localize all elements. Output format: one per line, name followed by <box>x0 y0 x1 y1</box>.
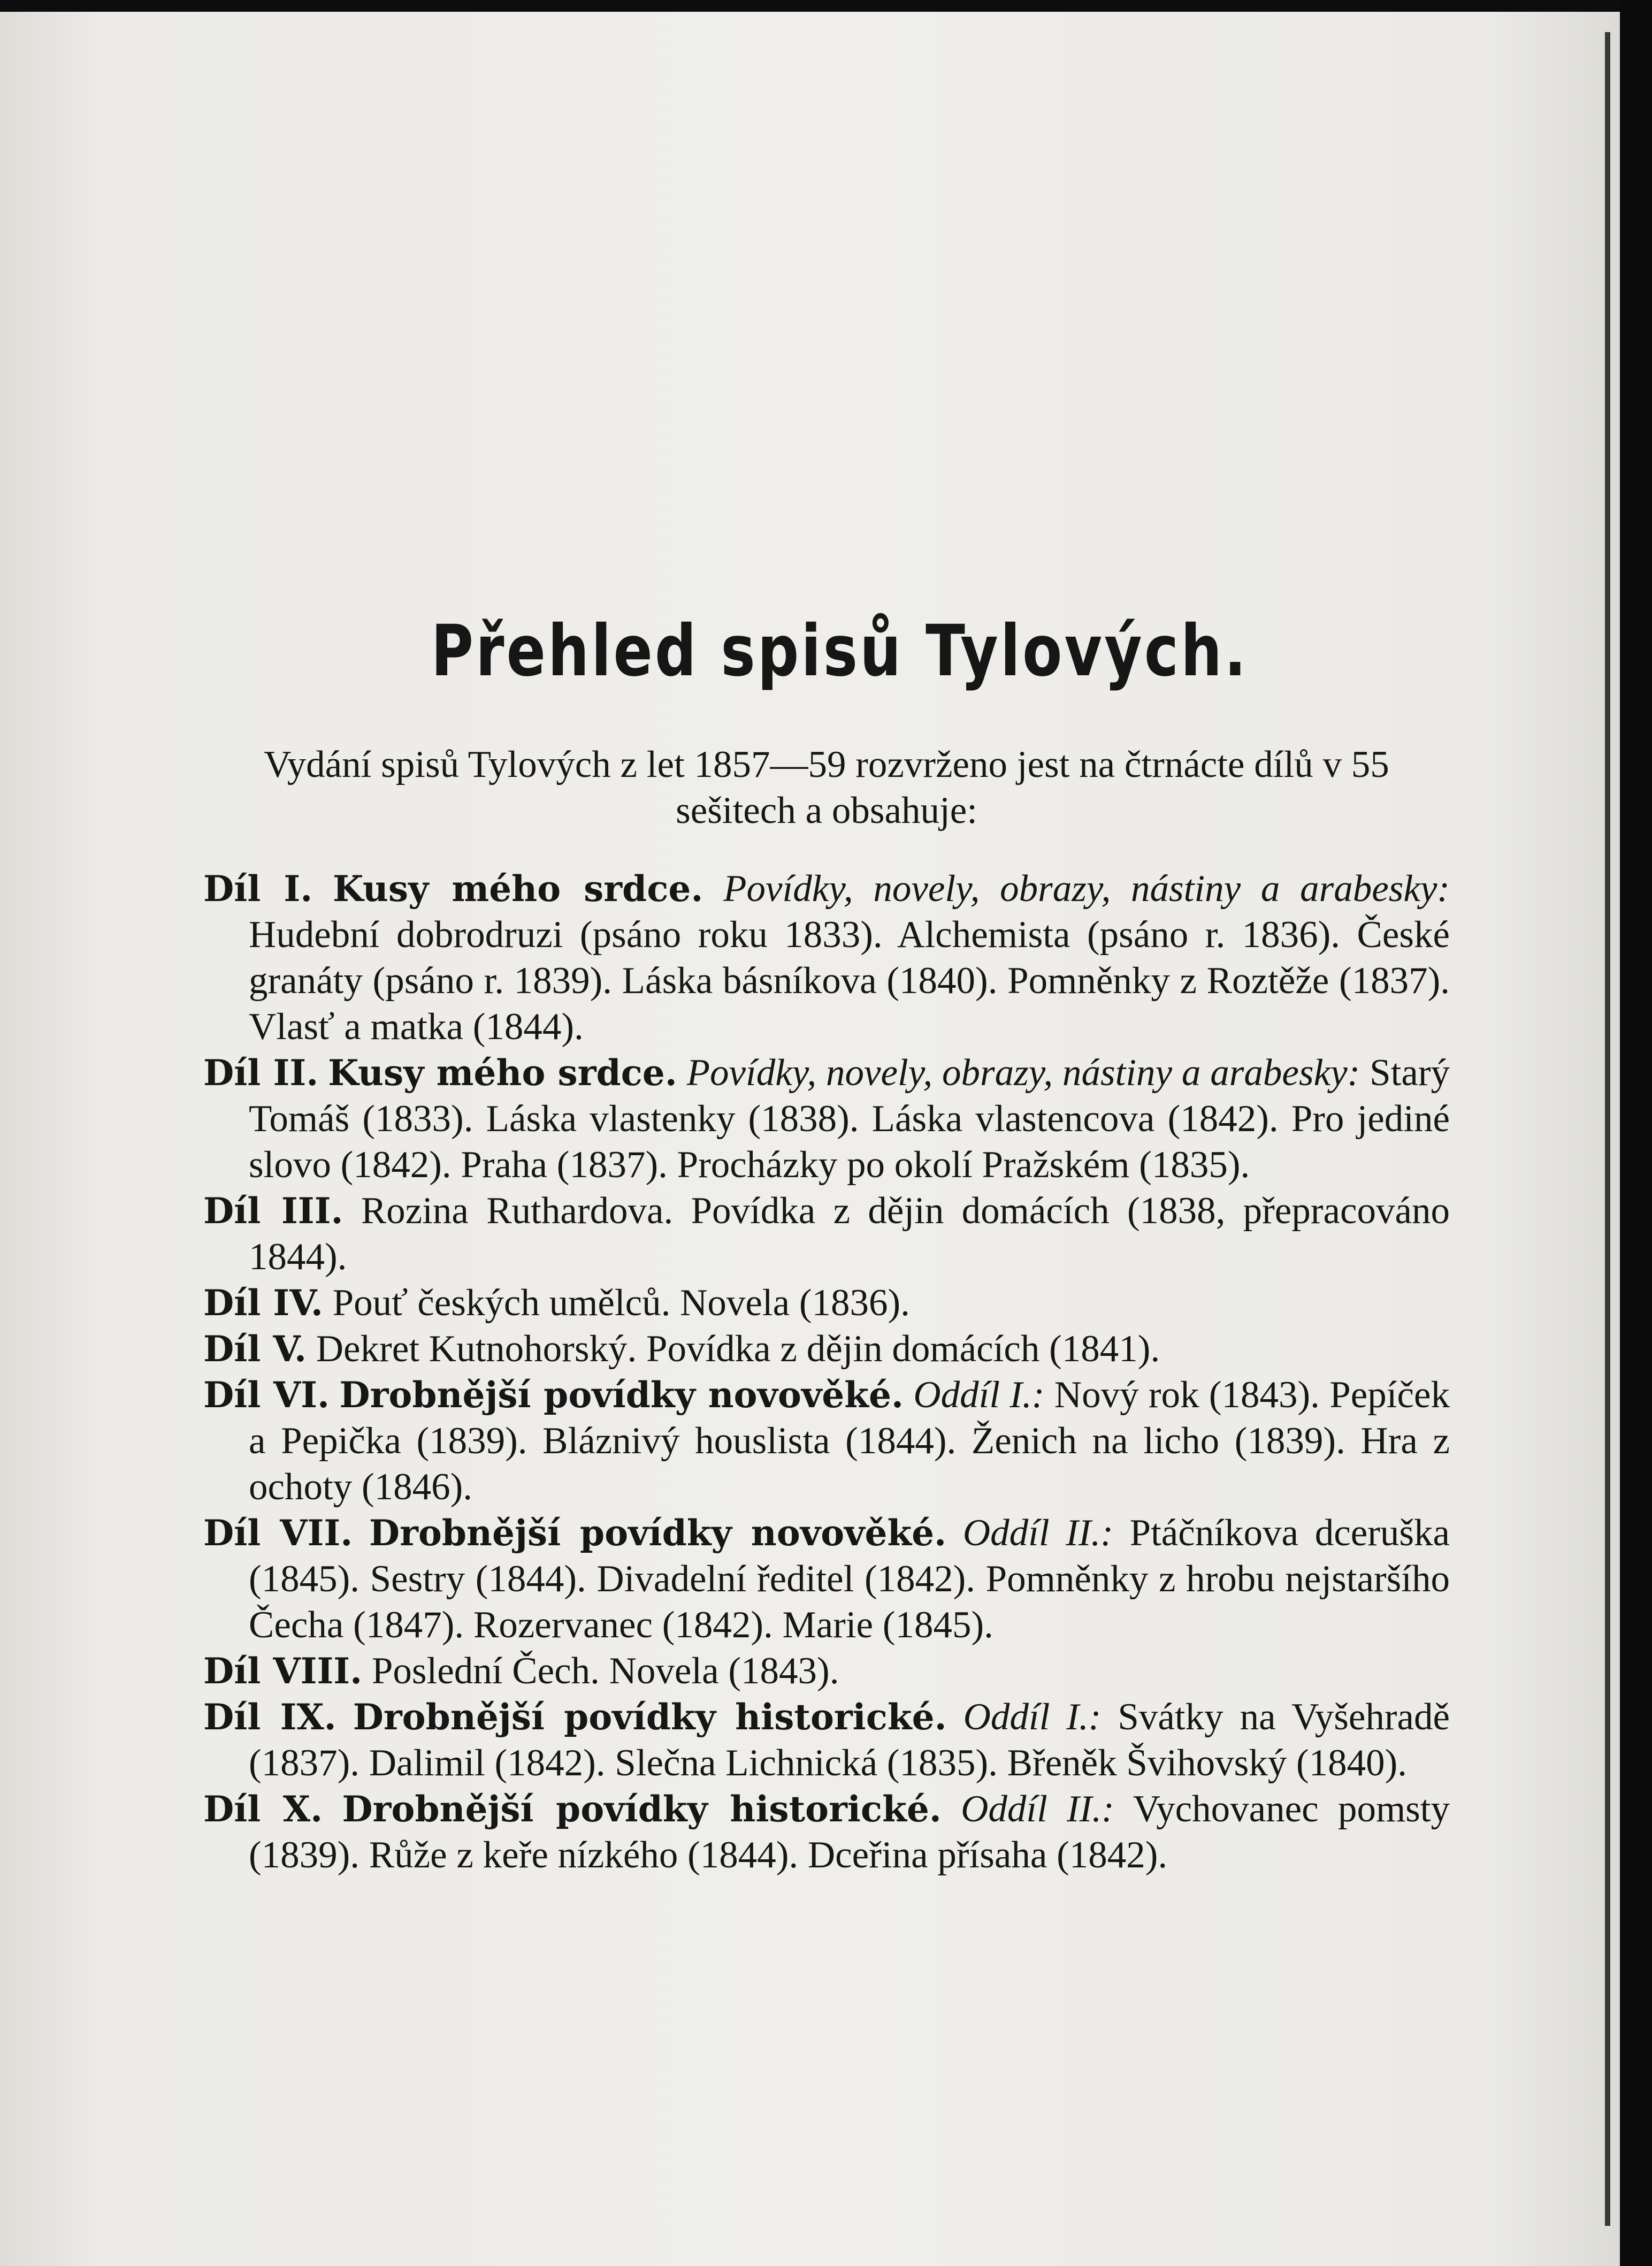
volume-section: Oddíl I.: <box>913 1374 1045 1416</box>
scan-edge-right <box>1620 0 1652 2266</box>
volume-entry <box>203 1280 1450 1326</box>
volume-number: Díl X. <box>203 1788 323 1830</box>
scan-edge-top <box>0 0 1652 12</box>
volume-heading: Drobnější povídky historické. <box>342 1788 942 1830</box>
volume-section: Oddíl II.: <box>962 1512 1113 1554</box>
volume-number: Díl VII. <box>203 1512 353 1554</box>
volume-heading: Kusy mého srdce. <box>332 868 703 910</box>
volume-entry <box>203 1694 1450 1786</box>
volume-contents: Rozina Ruthardova. Povídka z dějin domácích (1838, přepracováno 1844). <box>249 1190 1450 1278</box>
volume-entry <box>203 1648 1450 1694</box>
volume-contents: Nový rok (1843). Pepíček a Pepička (1839). Bláznivý houslista (1844). Ženich na licho (1839). Hra z ochoty (1846). <box>249 1374 1450 1508</box>
volume-section: Povídky, novely, obrazy, nástiny a arabesky: <box>723 868 1450 910</box>
volume-section: Oddíl I.: <box>963 1696 1102 1738</box>
volume-contents: Vychovanec pomsty (1839). Růže z keře nízkého (1844). Dceřina přísaha (1842). <box>249 1788 1450 1876</box>
volume-section: Oddíl II.: <box>961 1788 1114 1830</box>
volume-entry <box>203 1188 1450 1280</box>
volume-contents: Starý Tomáš (1833). Láska vlastenky (1838). Láska vlastencova (1842). Pro jediné slovo (1842). Praha (1837). Procházky po okolí Pražském (1835). <box>249 1052 1450 1186</box>
volume-number: Díl IV. <box>203 1282 323 1324</box>
volume-entry <box>203 1786 1450 1878</box>
document-body <box>203 610 1450 1878</box>
volume-heading: Kusy mého srdce. <box>328 1052 677 1094</box>
volume-contents: Dekret Kutnohorský. Povídka z dějin domácích (1841). <box>316 1328 1160 1370</box>
volume-number: Díl II. <box>203 1052 319 1094</box>
volume-number: Díl VI. <box>203 1374 330 1416</box>
volume-heading: Drobnější povídky novověké. <box>369 1512 947 1554</box>
volume-number: Díl IX. <box>203 1696 336 1738</box>
volume-entry <box>203 1326 1450 1372</box>
volume-number: Díl V. <box>203 1328 307 1370</box>
volume-entry <box>203 866 1450 1050</box>
volume-contents: Ptáčníkova dceruška (1845). Sestry (1844). Divadelní ředitel (1842). Pomněnky z hrobu nejstaršího Čecha (1847). Rozervanec (1842). Marie (1845). <box>249 1512 1450 1646</box>
volume-number: Díl III. <box>203 1190 343 1232</box>
page-fold-line <box>1605 32 1610 2226</box>
volume-list <box>203 866 1450 1878</box>
volume-entry <box>203 1050 1450 1188</box>
volume-entry <box>203 1372 1450 1510</box>
volume-contents: Svátky na Vyšehradě (1837). Dalimil (1842). Slečna Lichnická (1835). Břeněk Švihovský (1840). <box>249 1696 1450 1784</box>
volume-contents: Pouť českých umělců. Novela (1836). <box>332 1282 910 1324</box>
volume-contents: Poslední Čech. Novela (1843). <box>371 1650 839 1692</box>
intro-paragraph: Vydání spisů Tylových z let 1857—59 rozvrženo jest na čtrnácte dílů v 55 sešitech a obsahuje: <box>264 744 1389 831</box>
volume-heading: Drobnější povídky historické. <box>353 1696 947 1738</box>
page-title: Přehled spisů Tylových. <box>431 610 1249 692</box>
volume-number: Díl VIII. <box>203 1650 363 1692</box>
volume-section: Povídky, novely, obrazy, nástiny a arabesky: <box>686 1052 1360 1094</box>
volume-heading: Drobnější povídky novověké. <box>339 1374 904 1416</box>
volume-entry <box>203 1510 1450 1648</box>
volume-number: Díl I. <box>203 868 313 910</box>
volume-contents: Hudební dobrodruzi (psáno roku 1833). Alchemista (psáno r. 1836). České granáty (psáno r. 1839). Láska básníkova (1840). Pomněnky z Roztěže (1837). Vlasť a matka (1844). <box>249 914 1450 1048</box>
